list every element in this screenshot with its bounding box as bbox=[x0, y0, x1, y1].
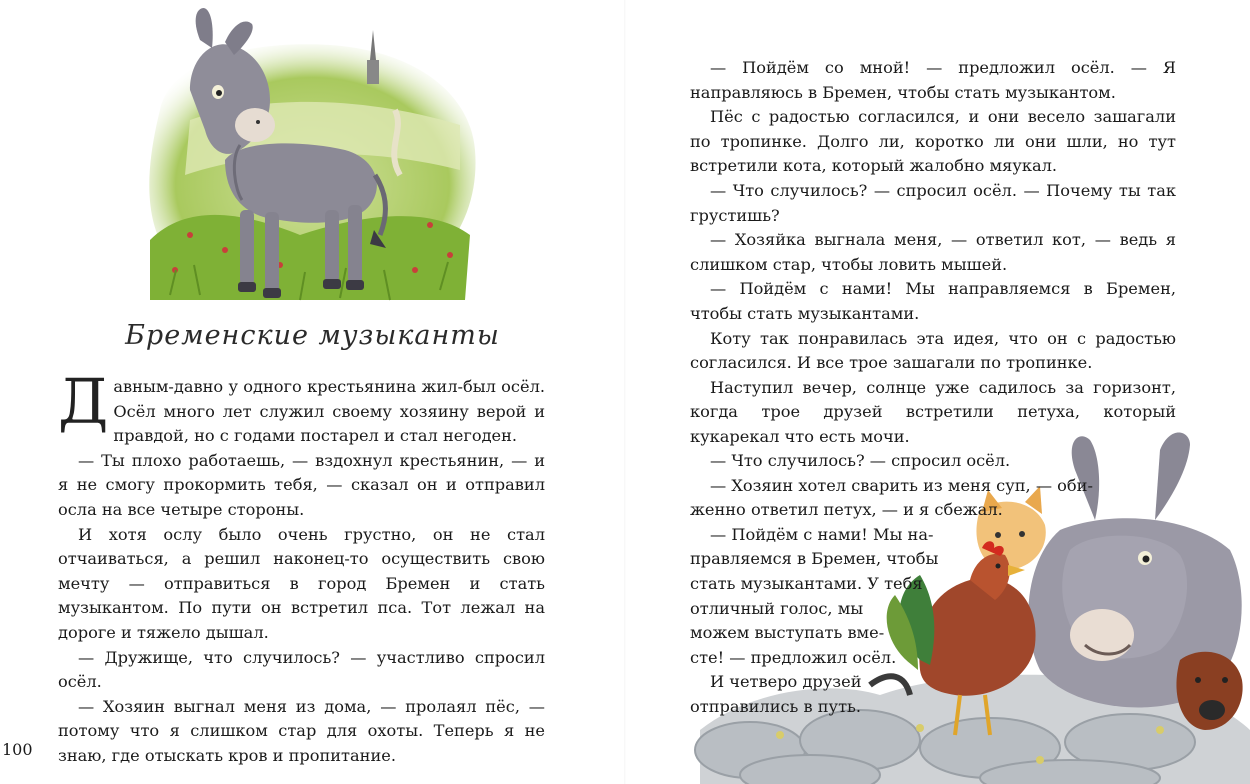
right-page-text bbox=[690, 56, 1176, 450]
donkey-illustration bbox=[130, 0, 480, 318]
paragraph-1 bbox=[58, 365, 545, 449]
text-line: сте! — предложил осёл. bbox=[690, 647, 897, 667]
right-paragraph-2: Пёс с радостью согласился, и они весело зашагали по тропинке. Долго ли, коротко ли они шли, но тут встретили кота, который жалобно мяукал. bbox=[690, 107, 1176, 176]
text-line: — Что случилось? — спросил осёл. bbox=[710, 451, 1011, 470]
text-line: правляемся в Бремен, чтобы bbox=[690, 549, 939, 569]
text-line: женно ответил петух, — и я сбежал. bbox=[690, 500, 1003, 520]
spread-gutter bbox=[624, 0, 626, 784]
right-paragraph-3: — Что случилось? — спросил осёл. — Почему ты так грустишь? bbox=[690, 180, 1176, 225]
paragraph-2: — Ты плохо работаешь, — вздохнул крестьянин, — и я не смогу прокормить тебя, — сказал он и отправил осла на все четыре стороны. bbox=[58, 450, 545, 519]
paragraph-3: И хотя ослу было очень грустно, он не стал отчаиваться, а решил наконец-то осуществить свою мечту — отправиться в город Бремен и стать музыкантом. По пути он встретил пса. Тот лежал на дороге и тяжело дышал. bbox=[58, 524, 545, 642]
right-paragraph-5: — Пойдём с нами! Мы направляемся в Бремен, чтобы стать музыкантами. bbox=[690, 279, 1176, 323]
text-line: И четверо друзей bbox=[710, 672, 862, 692]
text-line: отправились в путь. bbox=[690, 696, 861, 716]
right-page-wrapped-text bbox=[690, 449, 1176, 720]
right-paragraph-6: Коту так понравилась эта идея, что он с радостью согласился. И все трое зашагали по тропинке. bbox=[690, 328, 1176, 373]
text-line: отличный голос, мы bbox=[690, 598, 864, 618]
paragraph-5: — Хозяин выгнал меня из дома, — пролаял пёс, — потому что я слишком стар для охоты. Теперь я не знаю, где отыскать кров и пропитание. bbox=[58, 696, 545, 765]
text-line: — Пойдём с нами! Мы на- bbox=[710, 524, 934, 544]
page-number: 100 bbox=[2, 740, 33, 759]
right-paragraph-7: Наступил вечер, солнце уже садилось за горизонт, когда трое друзей встретили петуха, который кукарекал что есть мочи. bbox=[690, 377, 1176, 446]
paragraph-4: — Дружище, что случилось? — участливо спросил осёл. bbox=[58, 647, 545, 692]
text-line: — Хозяин хотел сварить из меня суп, — оби- bbox=[710, 475, 1093, 495]
left-page-text bbox=[58, 365, 545, 769]
text-line: можем выступать вме- bbox=[690, 623, 885, 643]
right-paragraph-4: — Хозяйка выгнала меня, — ответил кот, — ведь я слишком стар, чтобы ловить мышей. bbox=[690, 230, 1176, 274]
paragraph-1-text: авным-давно у одного крестьянина жил-был осёл. Осёл много лет служил своему хозяину верой и правдой, но с годами постарел и стал негоден. bbox=[113, 377, 545, 446]
story-title: Бременские музыканты bbox=[125, 320, 500, 351]
right-paragraph-1: — Пойдём со мной! — предложил осёл. — Я направляюсь в Бремен, чтобы стать музыкантом. bbox=[690, 58, 1176, 102]
drop-cap: Д bbox=[58, 365, 109, 438]
text-line: стать музыкантами. У тебя bbox=[690, 573, 923, 593]
